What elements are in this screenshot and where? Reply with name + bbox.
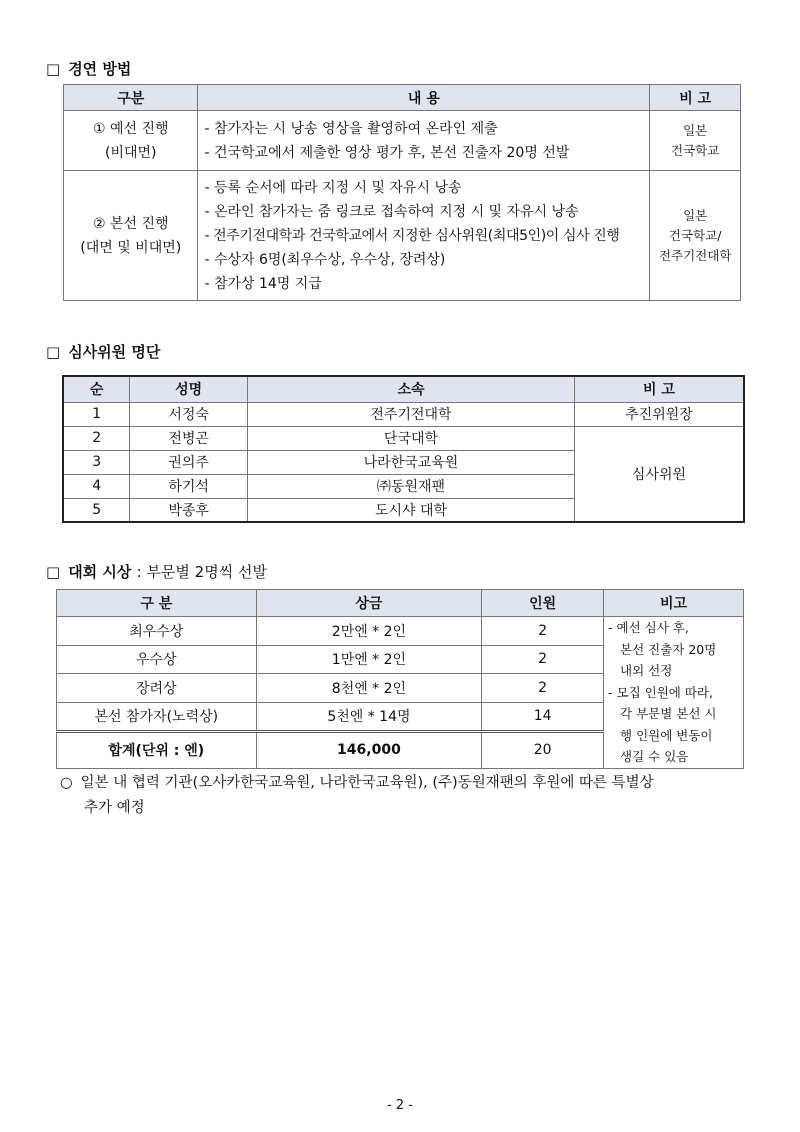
section2-title: □ 심사위원 명단 bbox=[46, 343, 161, 361]
table-row bbox=[64, 171, 741, 301]
section1-title: □ 경연 방법 bbox=[46, 60, 132, 78]
table-row bbox=[64, 111, 741, 171]
section3-title: □ 대회 시상 : 부문별 2명씩 선발 bbox=[46, 563, 267, 581]
table-header-row: 구분 내 용 비 고 bbox=[64, 85, 741, 111]
checkbox-icon: □ bbox=[46, 60, 61, 78]
page-number: - 2 - bbox=[387, 1098, 413, 1113]
awards-remark: - 예선 심사 후, 본선 진출자 20명 내외 선정 - 모집 인원에 따라, 각 부문별 본선 시 행 인원에 변동이 생길 수 있음 bbox=[604, 617, 744, 769]
checkbox-icon: □ bbox=[46, 343, 61, 361]
method-table bbox=[63, 84, 741, 301]
stage-content: - 등록 순서에 따라 지정 시 및 자유시 낭송 - 온라인 참가자는 줌 링크로 접속하여 지정 시 및 자유시 낭송 - 전주기전대학과 건국학교에서 지정한 심사위원(최대5인)이 심사 진행 - 수상자 6명(최우수상, 우수상, 장려상) - 참가상 14명 지급 bbox=[198, 171, 650, 301]
stage-remark: 일본 건국학교 bbox=[650, 111, 741, 171]
table-row: 우수상 1만엔 * 2인 2 bbox=[57, 645, 744, 674]
table-header-row: 구 분 상금 인원 비고 bbox=[57, 590, 744, 617]
circle-bullet-icon: ○ bbox=[60, 775, 73, 791]
stage-name: ② 본선 진행 (대면 및 비대면) bbox=[64, 171, 198, 301]
footnote: ○ 일본 내 협력 기관(오사카한국교육원, 나라한국교육원), (주)동원재팬의 후원에 따른 특별상 추가 예정 bbox=[60, 775, 654, 816]
table-row: 4 하기석 ㈜동원재팬 bbox=[63, 474, 744, 498]
merged-remark: 심사위원 bbox=[574, 426, 744, 522]
table-row: 2 전병곤 단국대학 심사위원 bbox=[63, 426, 744, 450]
table-header-row: 순 성명 소속 비 고 bbox=[63, 376, 744, 402]
stage-name: ① 예선 진행 (비대면) bbox=[64, 111, 198, 171]
awards-table bbox=[56, 589, 744, 769]
table-row: 1 서정숙 전주기전대학 추진위원장 bbox=[63, 402, 744, 426]
checkbox-icon: □ bbox=[46, 563, 61, 581]
table-row: 본선 참가자(노력상) 5천엔 * 14명 14 bbox=[57, 702, 744, 731]
table-row: 3 권의주 나라한국교육원 bbox=[63, 450, 744, 474]
table-row: 장려상 8천엔 * 2인 2 bbox=[57, 674, 744, 703]
judges-table bbox=[62, 375, 745, 523]
total-row: 합계(단위 : 엔) 146,000 20 bbox=[57, 731, 744, 768]
stage-remark: 일본 건국학교/ 전주기전대학 bbox=[650, 171, 741, 301]
section3-note: : 부문별 2명씩 선발 bbox=[136, 563, 267, 581]
stage-content: - 참가자는 시 낭송 영상을 촬영하여 온라인 제출 - 건국학교에서 제출한 영상 평가 후, 본선 진출자 20명 선발 bbox=[198, 111, 650, 171]
table-row: 5 박종후 도시샤 대학 bbox=[63, 498, 744, 522]
table-row: 최우수상 2만엔 * 2인 2 - 예선 심사 후, 본선 진출자 20명 내외 선정 - 모집 인원에 따라, 각 부문별 본선 시 행 인원에 변동이 생길 수 있음 bbox=[57, 617, 744, 646]
